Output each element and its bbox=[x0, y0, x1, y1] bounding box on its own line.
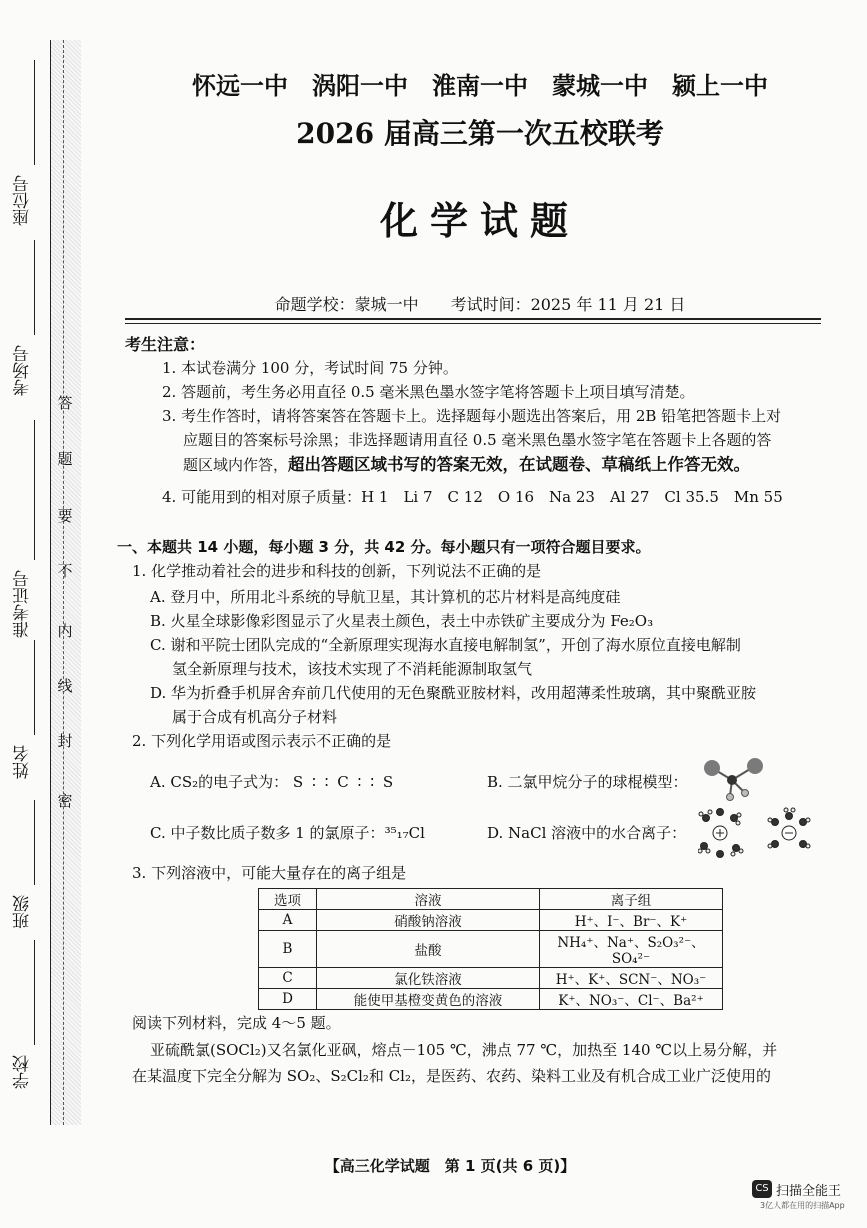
table-header-cell: 离子组 bbox=[540, 889, 723, 910]
question-1-option-c-cont: 氢全新原理与技术，该技术实现了不消耗能源制取氢气 bbox=[172, 660, 533, 678]
question-1-option-b: B. 火星全球影像彩图显示了火星表土颜色，表土中赤铁矿主要成分为 Fe₂O₃ bbox=[150, 612, 654, 630]
ticket-number-line bbox=[34, 420, 35, 560]
reading-paragraph: 在某温度下完全分解为 SO₂、S₂Cl₂和 Cl₂，是医药、农药、染料工业及有机合成工业广泛使用的 bbox=[132, 1067, 771, 1085]
header-rule bbox=[125, 318, 821, 320]
cs2-electron-formula: S ∶ ∶ C ∶ ∶ S bbox=[292, 773, 396, 791]
table-row bbox=[259, 968, 723, 989]
question-1-option-c: C. 谢和平院士团队完成的“全新原理实现海水直接电解制氢”，开创了海水原位直接电解制 bbox=[150, 636, 741, 654]
question-1-option-d: D. 华为折叠手机屏舍弃前几代使用的无色聚酰亚胺材料，改用超薄柔性玻璃，其中聚酰亚胺 bbox=[150, 684, 757, 702]
table-cell: B bbox=[259, 931, 317, 968]
watermark-subtext: 3亿人都在用的扫描App bbox=[760, 1201, 845, 1210]
seal-char: 密 bbox=[57, 792, 73, 810]
table-cell: NH₄⁺、Na⁺、S₂O₃²⁻、SO₄²⁻ bbox=[540, 931, 723, 968]
table-header-cell: 选项 bbox=[259, 889, 317, 910]
table-cell: A bbox=[259, 910, 317, 931]
page-footer: 【高三化学试题 第 1 页(共 6 页)】 bbox=[324, 1157, 576, 1175]
table-row bbox=[259, 989, 723, 1010]
seal-char: 要 bbox=[57, 507, 73, 525]
ion-table bbox=[258, 888, 723, 1010]
seal-char: 内 bbox=[57, 622, 73, 640]
table-cell: C bbox=[259, 968, 317, 989]
hydrated-ions-diagram bbox=[698, 806, 828, 860]
camscanner-logo-icon: CS bbox=[752, 1180, 772, 1198]
question-1-stem: 1. 化学推动着社会的进步和科技的创新，下列说法不正确的是 bbox=[132, 562, 542, 580]
table-cell: 氯化铁溶液 bbox=[317, 968, 540, 989]
seal-char: 线 bbox=[57, 677, 73, 695]
ticket-number-label: 准考证号 bbox=[13, 570, 33, 638]
question-2-stem: 2. 下列化学用语或图示表示不正确的是 bbox=[132, 732, 392, 750]
section-heading: 一、本题共 14 小题，每小题 3 分，共 42 分。每小题只有一项符合题目要求。 bbox=[117, 538, 651, 556]
table-cell: 能使甲基橙变黄色的溶液 bbox=[317, 989, 540, 1010]
question-3-stem: 3. 下列溶液中，可能大量存在的离子组是 bbox=[132, 864, 407, 882]
reading-paragraph: 亚硫酰氯(SOCl₂)又名氯化亚砜，熔点－105 ℃，沸点 77 ℃，加热至 140 ℃以上易分解，并 bbox=[150, 1041, 778, 1059]
class-label: 班级 bbox=[13, 895, 33, 929]
header-rule bbox=[125, 323, 821, 324]
question-2-option-c: C. 中子数比质子数多 1 的氯原子：³⁵₁₇Cl bbox=[150, 824, 425, 842]
table-header-cell: 溶液 bbox=[317, 889, 540, 910]
table-header-row bbox=[259, 889, 723, 910]
binding-strip bbox=[50, 40, 81, 1125]
table-cell: H⁺、K⁺、SCN⁻、NO₃⁻ bbox=[540, 968, 723, 989]
molecule-model-icon bbox=[700, 758, 770, 803]
name-label: 姓名 bbox=[13, 745, 33, 779]
chlorine-isotope-formula: ³⁵₁₇Cl bbox=[384, 824, 425, 842]
table-cell: D bbox=[259, 989, 317, 1010]
question-1-option-a: A. 登月中，所用北斗系统的导航卫星，其计算机的芯片材料是高纯度硅 bbox=[150, 588, 621, 606]
class-line bbox=[34, 800, 35, 885]
hydrated-ion-icon bbox=[698, 806, 828, 860]
table-cell: H⁺、I⁻、Br⁻、K⁺ bbox=[540, 910, 723, 931]
subject-title: 化学试题 bbox=[379, 198, 580, 243]
notice-title: 考生注意： bbox=[125, 335, 206, 354]
seal-char: 不 bbox=[57, 562, 73, 580]
table-cell: 盐酸 bbox=[317, 931, 540, 968]
seat-number-label: 座位号 bbox=[13, 175, 33, 226]
name-line bbox=[34, 640, 35, 735]
room-number-line bbox=[34, 240, 35, 335]
notice-item: 3. 考生作答时，请将答案答在答题卡上。选择题每小题选出答案后，用 2B 铅笔把答题卡上对 bbox=[162, 407, 782, 425]
dichloromethane-ball-stick-model bbox=[700, 758, 770, 803]
notice-item: 2. 答题前，考生务必用直径 0.5 毫米黑色墨水签字笔将答题卡上项目填写清楚。 bbox=[162, 383, 695, 401]
reading-intro: 阅读下列材料，完成 4～5 题。 bbox=[132, 1014, 341, 1032]
seal-char: 封 bbox=[57, 732, 73, 750]
seal-line bbox=[63, 40, 64, 1125]
notice-item: 题区域内作答，超出答题区域书写的答案无效，在试题卷、草稿纸上作答无效。 bbox=[183, 455, 751, 474]
notice-emphasis: 超出答题区域书写的答案无效，在试题卷、草稿纸上作答无效。 bbox=[288, 455, 751, 474]
seat-number-line bbox=[34, 60, 35, 165]
question-1-option-d-cont: 属于合成有机高分子材料 bbox=[172, 708, 338, 726]
question-2-option-d: D. NaCl 溶液中的水合离子： bbox=[487, 824, 687, 842]
exam-title: 2026 届高三第一次五校联考 bbox=[296, 117, 664, 150]
seal-char: 题 bbox=[57, 450, 73, 468]
table-row bbox=[259, 931, 723, 968]
room-number-label: 考场号 bbox=[13, 345, 33, 396]
school-label: 学校 bbox=[13, 1055, 33, 1089]
exam-info: 命题学校：蒙城一中 考试时间：2025 年 11 月 21 日 bbox=[274, 295, 686, 314]
table-row bbox=[259, 910, 723, 931]
school-list: 怀远一中 涡阳一中 淮南一中 蒙城一中 颍上一中 bbox=[192, 72, 768, 100]
notice-item: 应题目的答案标号涂黑；非选择题请用直径 0.5 毫米黑色墨水签字笔在答题卡上各题的答 bbox=[183, 431, 772, 449]
watermark-text: 扫描全能王 bbox=[776, 1184, 842, 1199]
notice-item: 1. 本试卷满分 100 分，考试时间 75 分钟。 bbox=[162, 359, 458, 377]
notice-item: 4. 可能用到的相对原子质量：H 1 Li 7 C 12 O 16 Na 23 Al 27 Cl 35.5 Mn 55 bbox=[162, 488, 783, 506]
table-cell: 硝酸钠溶液 bbox=[317, 910, 540, 931]
seal-char: 答 bbox=[57, 394, 73, 412]
table-cell: K⁺、NO₃⁻、Cl⁻、Ba²⁺ bbox=[540, 989, 723, 1010]
question-2-option-a: A. CS₂的电子式为： S ∶ ∶ C ∶ ∶ S bbox=[150, 773, 396, 791]
question-2-option-b: B. 二氯甲烷分子的球棍模型： bbox=[487, 773, 688, 791]
school-line bbox=[34, 940, 35, 1045]
